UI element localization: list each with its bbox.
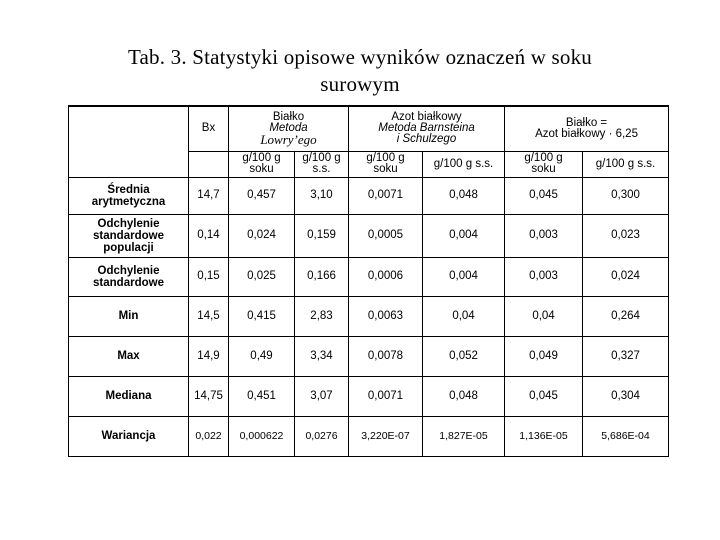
value-cell: 14,7	[189, 177, 229, 214]
value-cell: 0,049	[505, 336, 583, 376]
value-cell: 0,14	[189, 214, 229, 257]
value-cell: 0,0078	[349, 336, 423, 376]
value-cell: 5,686E-04	[583, 416, 669, 456]
table-row	[69, 257, 669, 296]
value-cell: 0,045	[505, 177, 583, 214]
row-label-text: arytmetyczna	[91, 195, 166, 208]
value-cell: 0,004	[423, 257, 505, 296]
value-cell: 1,827E-05	[423, 416, 505, 456]
row-label: Max	[69, 336, 189, 376]
value-cell: 0,048	[423, 376, 505, 416]
value-cell: 0,0063	[349, 296, 423, 336]
table-row	[69, 376, 669, 416]
value-cell: 0,003	[505, 257, 583, 296]
value-cell: 14,9	[189, 336, 229, 376]
header-protein-equation	[505, 106, 669, 151]
row-label	[69, 257, 189, 296]
unit-text: g/100 g s.s.	[433, 157, 494, 170]
value-cell: 0,023	[583, 214, 669, 257]
row-label-text: Odchylenie	[97, 217, 160, 230]
unit-text: g/100 g	[524, 152, 563, 164]
unit-cell	[583, 151, 669, 177]
header-lowry-label: Lowry’ego	[260, 132, 317, 148]
header-nitrogen-label: Azot białkowy	[391, 111, 462, 124]
unit-cell	[229, 151, 295, 177]
unit-text: g/100 g	[302, 152, 341, 164]
value-cell: 0,49	[229, 336, 295, 376]
table-row	[69, 214, 669, 257]
value-cell: 0,327	[583, 336, 669, 376]
header-barnstein-line-2: i Schulzego	[396, 133, 457, 146]
header-protein-label: Białko	[272, 111, 305, 124]
value-cell: 0,048	[423, 177, 505, 214]
corner-cell	[69, 106, 189, 177]
value-cell: 0,000622	[229, 416, 295, 456]
header-row-1	[69, 106, 669, 151]
row-label-text: populacji	[103, 241, 154, 254]
value-cell: 0,15	[189, 257, 229, 296]
value-cell: 0,024	[229, 214, 295, 257]
value-cell: 0,457	[229, 177, 295, 214]
unit-text: soku	[249, 163, 274, 175]
statistics-table	[68, 105, 669, 457]
value-cell: 0,024	[583, 257, 669, 296]
header-barnstein-line-1: Metoda Barnsteina	[378, 122, 475, 135]
value-cell: 0,045	[505, 376, 583, 416]
value-cell: 2,83	[295, 296, 349, 336]
value-cell: 3,07	[295, 376, 349, 416]
header-protein-eq-line-1: Białko =	[565, 116, 608, 129]
value-cell: 0,415	[229, 296, 295, 336]
row-label-text: Średnia	[107, 183, 150, 196]
row-label	[69, 177, 189, 214]
unit-cell	[349, 151, 423, 177]
value-cell: 0,0006	[349, 257, 423, 296]
unit-text: g/100 g s.s.	[595, 157, 656, 170]
value-cell: 14,5	[189, 296, 229, 336]
table-caption	[60, 44, 660, 98]
unit-cell	[505, 151, 583, 177]
row-label: Mediana	[69, 376, 189, 416]
row-label	[69, 214, 189, 257]
value-cell: 14,75	[189, 376, 229, 416]
unit-cell	[423, 151, 505, 177]
value-cell: 0,003	[505, 214, 583, 257]
value-cell: 0,159	[295, 214, 349, 257]
header-protein-nitrogen	[349, 106, 505, 151]
unit-text: soku	[373, 163, 398, 175]
unit-text: soku	[531, 163, 556, 175]
value-cell: 0,0276	[295, 416, 349, 456]
row-label: Wariancja	[69, 416, 189, 456]
unit-cell-bx	[189, 151, 229, 177]
table-row	[69, 336, 669, 376]
header-method-label: Metoda	[269, 122, 308, 135]
table-caption-line-2: surowym	[320, 72, 400, 96]
value-cell: 0,0071	[349, 177, 423, 214]
table-row	[69, 416, 669, 456]
table-row	[69, 177, 669, 214]
value-cell: 0,264	[583, 296, 669, 336]
value-cell: 0,04	[423, 296, 505, 336]
value-cell: 0,022	[189, 416, 229, 456]
header-protein-lowry	[229, 106, 349, 151]
unit-text: g/100 g	[242, 152, 281, 164]
row-label-text: Odchylenie	[97, 264, 160, 277]
value-cell: 0,0071	[349, 376, 423, 416]
table-row	[69, 296, 669, 336]
value-cell: 0,052	[423, 336, 505, 376]
row-label: Min	[69, 296, 189, 336]
value-cell: 3,10	[295, 177, 349, 214]
value-cell: 0,304	[583, 376, 669, 416]
header-protein-eq-line-2: Azot białkowy · 6,25	[535, 127, 638, 140]
table-caption-line-1: Tab. 3. Statystyki opisowe wyników oznaczeń w soku	[127, 45, 593, 69]
value-cell: 3,34	[295, 336, 349, 376]
unit-text: s.s.	[312, 163, 331, 175]
value-cell: 0,025	[229, 257, 295, 296]
row-label-text: standardowe	[93, 229, 164, 242]
unit-cell	[295, 151, 349, 177]
value-cell: 0,004	[423, 214, 505, 257]
value-cell: 0,0005	[349, 214, 423, 257]
value-cell: 0,451	[229, 376, 295, 416]
value-cell: 0,300	[583, 177, 669, 214]
unit-text: g/100 g	[366, 152, 405, 164]
header-bx: Bx	[189, 106, 229, 151]
row-label-text: standardowe	[93, 276, 164, 289]
value-cell: 3,220E-07	[349, 416, 423, 456]
value-cell: 0,166	[295, 257, 349, 296]
value-cell: 0,04	[505, 296, 583, 336]
value-cell: 1,136E-05	[505, 416, 583, 456]
